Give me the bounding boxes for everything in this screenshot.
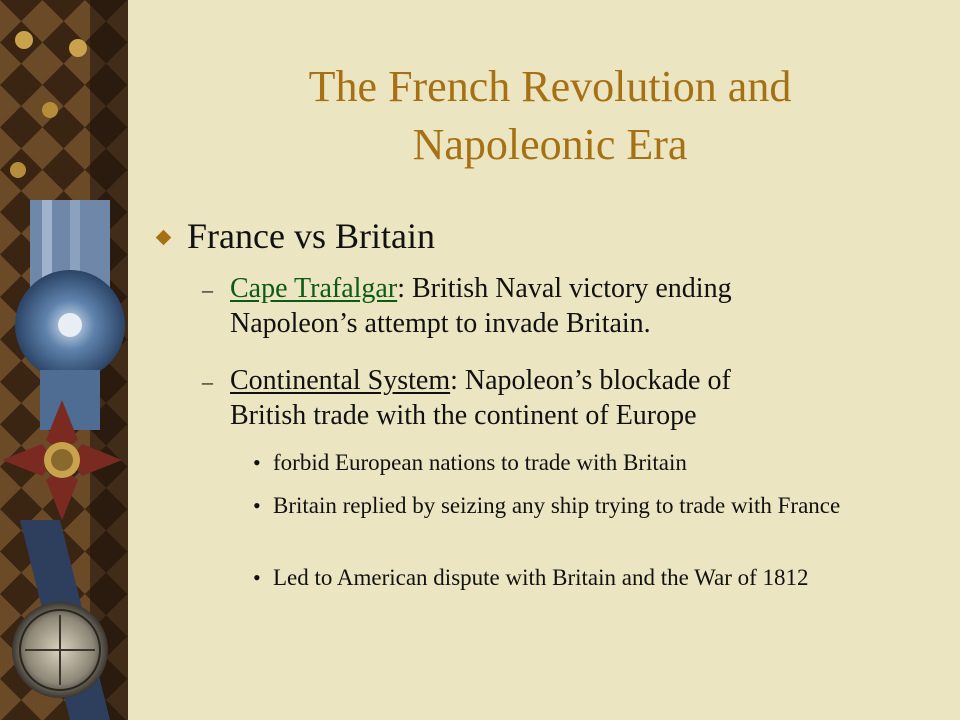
slide-title-line-1: The French Revolution and: [308, 62, 792, 111]
cape-trafalgar-link[interactable]: Cape Trafalgar: [230, 273, 398, 304]
continental-system-term: Continental System: [230, 365, 451, 396]
dash-bullet-icon: –: [202, 369, 213, 394]
continental-system-text-2: British trade with the continent of Europe: [230, 400, 697, 431]
dot-bullet-icon: •: [253, 565, 261, 590]
cape-trafalgar-text-1: : British Naval victory ending: [397, 273, 732, 304]
diamond-bullet-icon: [156, 230, 172, 246]
continental-system-text-1: : Napoleon’s blockade of: [450, 365, 731, 396]
slide-title: [200, 58, 900, 174]
main-point-heading: France vs Britain: [187, 216, 435, 256]
sub-point-cape-trafalgar: [230, 271, 912, 341]
detail-item: Britain replied by seizing any ship trying to trade with France: [273, 493, 841, 518]
dot-bullet-icon: •: [253, 450, 261, 475]
decorative-medal-image: [0, 0, 128, 720]
detail-item: forbid European nations to trade with Britain: [273, 450, 687, 475]
medal-artwork: [0, 0, 128, 720]
sub-point-continental-system: [230, 363, 912, 433]
cape-trafalgar-text-2: Napoleon’s attempt to invade Britain.: [230, 308, 651, 339]
dash-bullet-icon: –: [202, 277, 213, 302]
slide-title-line-2: Napoleonic Era: [412, 120, 688, 169]
dot-bullet-icon: •: [253, 493, 261, 518]
detail-item: Led to American dispute with Britain and the War of 1812: [273, 565, 809, 590]
